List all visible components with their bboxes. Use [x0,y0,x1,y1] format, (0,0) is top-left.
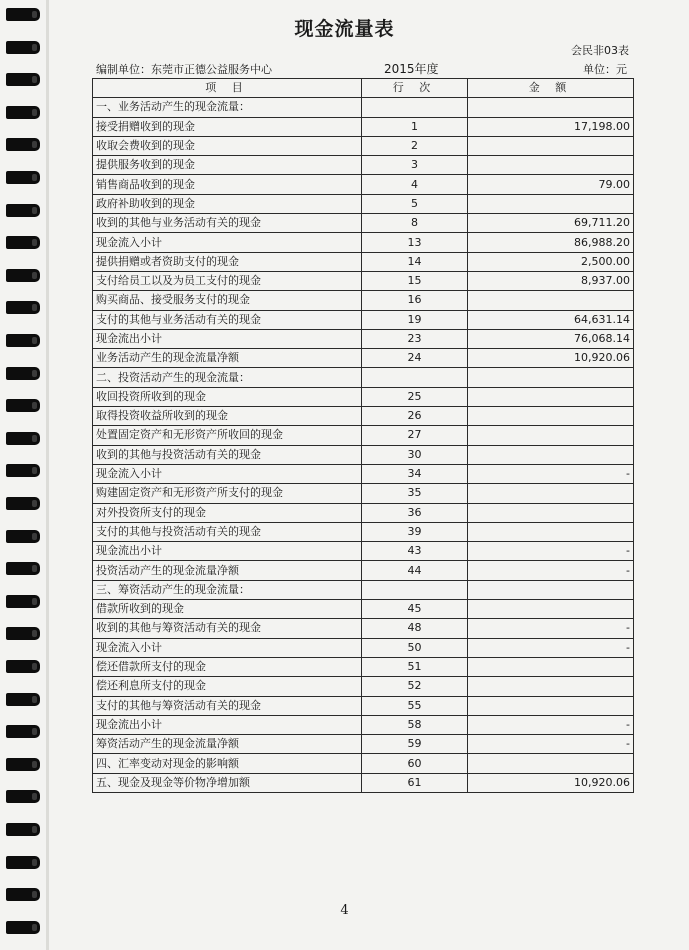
row-amount [468,387,634,406]
row-amount [468,503,634,522]
row-line-no: 36 [362,503,468,522]
table-row [93,271,634,290]
row-item: 现金流入小计 [93,464,362,483]
row-amount [468,194,634,213]
row-amount [468,136,634,155]
table-row [93,407,634,426]
table-row [93,503,634,522]
binding-ring [6,693,40,706]
table-row [93,233,634,252]
cash-flow-table [92,78,634,793]
row-line-no: 30 [362,445,468,464]
row-line-no: 24 [362,349,468,368]
row-amount: 10,920.06 [468,773,634,792]
row-line-no: 16 [362,291,468,310]
row-item: 偿还借款所支付的现金 [93,657,362,676]
row-amount [468,580,634,599]
table-row [93,657,634,676]
table-row [93,194,634,213]
row-item: 支付的其他与筹资活动有关的现金 [93,696,362,715]
row-amount: - [468,735,634,754]
row-amount: 64,631.14 [468,310,634,329]
row-item: 购买商品、接受服务支付的现金 [93,291,362,310]
row-amount [468,657,634,676]
row-amount [468,677,634,696]
table-row [93,329,634,348]
row-line-no: 48 [362,619,468,638]
row-line-no: 15 [362,271,468,290]
row-item: 收到的其他与业务活动有关的现金 [93,214,362,233]
row-line-no: 8 [362,214,468,233]
binding-ring [6,562,40,575]
binding-ring [6,464,40,477]
row-item: 筹资活动产生的现金流量净额 [93,735,362,754]
table-row [93,214,634,233]
binding-ring [6,790,40,803]
binding-ring [6,921,40,934]
table-row [93,98,634,117]
row-amount: 69,711.20 [468,214,634,233]
row-amount [468,156,634,175]
row-line-no: 60 [362,754,468,773]
binding-ring [6,399,40,412]
row-item: 现金流出小计 [93,329,362,348]
row-item: 收到的其他与投资活动有关的现金 [93,445,362,464]
row-line-no: 50 [362,638,468,657]
reporting-organization: 编制单位：东莞市正德公益服务中心 [96,63,272,76]
binding-ring [6,856,40,869]
binding-ring [6,204,40,217]
table-row [93,715,634,734]
table-row [93,387,634,406]
binding-ring [6,301,40,314]
binding-ring [6,171,40,184]
table-header-row [93,79,634,98]
row-line-no: 35 [362,484,468,503]
row-item: 三、筹资活动产生的现金流量： [93,580,362,599]
table-row [93,117,634,136]
row-amount [468,754,634,773]
row-amount: - [468,561,634,580]
row-line-no: 1 [362,117,468,136]
row-line-no: 4 [362,175,468,194]
row-amount: - [468,464,634,483]
binding-ring [6,823,40,836]
row-line-no [362,98,468,117]
row-line-no: 58 [362,715,468,734]
row-amount [468,291,634,310]
binding-ring [6,530,40,543]
row-line-no [362,580,468,599]
row-line-no: 13 [362,233,468,252]
row-item: 二、投资活动产生的现金流量： [93,368,362,387]
row-amount [468,98,634,117]
page-number: 4 [340,903,349,918]
row-line-no: 5 [362,194,468,213]
row-line-no: 25 [362,387,468,406]
row-item: 现金流出小计 [93,715,362,734]
row-line-no: 27 [362,426,468,445]
row-item: 接受捐赠收到的现金 [93,117,362,136]
row-item: 提供服务收到的现金 [93,156,362,175]
row-line-no: 59 [362,735,468,754]
binding-ring [6,627,40,640]
row-item: 收取会费收到的现金 [93,136,362,155]
row-item: 取得投资收益所收到的现金 [93,407,362,426]
binding-ring [6,725,40,738]
row-item: 现金流出小计 [93,542,362,561]
binding-ring [6,595,40,608]
header-line-no: 行 次 [362,79,468,98]
row-line-no: 39 [362,522,468,541]
table-row [93,677,634,696]
binding-ring [6,73,40,86]
row-line-no: 45 [362,600,468,619]
table-row [93,600,634,619]
row-amount: 86,988.20 [468,233,634,252]
row-amount: 17,198.00 [468,117,634,136]
table-row [93,252,634,271]
table-row [93,638,634,657]
row-item: 支付的其他与投资活动有关的现金 [93,522,362,541]
binding-ring [6,660,40,673]
binding-ring [6,41,40,54]
table-row [93,735,634,754]
spiral-binding [0,0,46,950]
row-item: 投资活动产生的现金流量净额 [93,561,362,580]
table-row [93,542,634,561]
table-row [93,464,634,483]
row-line-no: 51 [362,657,468,676]
row-item: 偿还利息所支付的现金 [93,677,362,696]
row-line-no: 52 [362,677,468,696]
row-line-no: 2 [362,136,468,155]
row-item: 销售商品收到的现金 [93,175,362,194]
row-amount: - [468,619,634,638]
row-amount [468,426,634,445]
table-row [93,368,634,387]
row-amount: 2,500.00 [468,252,634,271]
table-row [93,484,634,503]
row-item: 处置固定资产和无形资产所收回的现金 [93,426,362,445]
binding-ring [6,758,40,771]
page-edge [46,0,49,950]
row-item: 现金流入小计 [93,638,362,657]
table-row [93,580,634,599]
report-year: 2015年度 [384,62,439,76]
table-row [93,619,634,638]
header-amount: 金 额 [468,79,634,98]
row-amount: - [468,542,634,561]
report-meta [92,60,633,76]
binding-ring [6,269,40,282]
row-item: 收到的其他与筹资活动有关的现金 [93,619,362,638]
currency-unit: 单位：元 [583,63,627,76]
binding-ring [6,367,40,380]
binding-ring [6,106,40,119]
row-item: 对外投资所支付的现金 [93,503,362,522]
row-item: 一、业务活动产生的现金流量： [93,98,362,117]
row-amount: - [468,638,634,657]
header-item: 项 目 [93,79,362,98]
row-item: 支付的其他与业务活动有关的现金 [93,310,362,329]
form-code: 会民非03表 [571,44,629,57]
table-row [93,291,634,310]
row-amount: 76,068.14 [468,329,634,348]
table-row [93,136,634,155]
table-row [93,175,634,194]
row-amount [468,368,634,387]
binding-ring [6,236,40,249]
row-line-no [362,368,468,387]
table-row [93,445,634,464]
row-item: 借款所收到的现金 [93,600,362,619]
table-row [93,156,634,175]
row-amount [468,407,634,426]
binding-ring [6,888,40,901]
binding-ring [6,497,40,510]
row-line-no: 19 [362,310,468,329]
row-line-no: 23 [362,329,468,348]
row-amount [468,696,634,715]
row-amount [468,484,634,503]
row-item: 支付给员工以及为员工支付的现金 [93,271,362,290]
row-amount [468,522,634,541]
row-item: 现金流入小计 [93,233,362,252]
row-item: 业务活动产生的现金流量净额 [93,349,362,368]
row-line-no: 14 [362,252,468,271]
row-line-no: 26 [362,407,468,426]
row-line-no: 3 [362,156,468,175]
row-amount: 79.00 [468,175,634,194]
table-row [93,696,634,715]
table-row [93,349,634,368]
row-line-no: 44 [362,561,468,580]
row-amount: - [468,715,634,734]
row-line-no: 43 [362,542,468,561]
row-amount [468,600,634,619]
row-item: 政府补助收到的现金 [93,194,362,213]
row-line-no: 55 [362,696,468,715]
row-item: 四、汇率变动对现金的影响额 [93,754,362,773]
row-item: 收回投资所收到的现金 [93,387,362,406]
table-row [93,426,634,445]
table-row [93,522,634,541]
row-amount: 8,937.00 [468,271,634,290]
row-amount: 10,920.06 [468,349,634,368]
row-item: 提供捐赠或者资助支付的现金 [93,252,362,271]
row-item: 购建固定资产和无形资产所支付的现金 [93,484,362,503]
table-row [93,561,634,580]
row-item: 五、现金及现金等价物净增加额 [93,773,362,792]
table-body [93,98,634,793]
row-line-no: 61 [362,773,468,792]
row-line-no: 34 [362,464,468,483]
binding-ring [6,138,40,151]
document-title: 现金流量表 [294,18,395,40]
row-amount [468,445,634,464]
table-row [93,754,634,773]
table-row [93,773,634,792]
binding-ring [6,432,40,445]
binding-ring [6,334,40,347]
table-row [93,310,634,329]
